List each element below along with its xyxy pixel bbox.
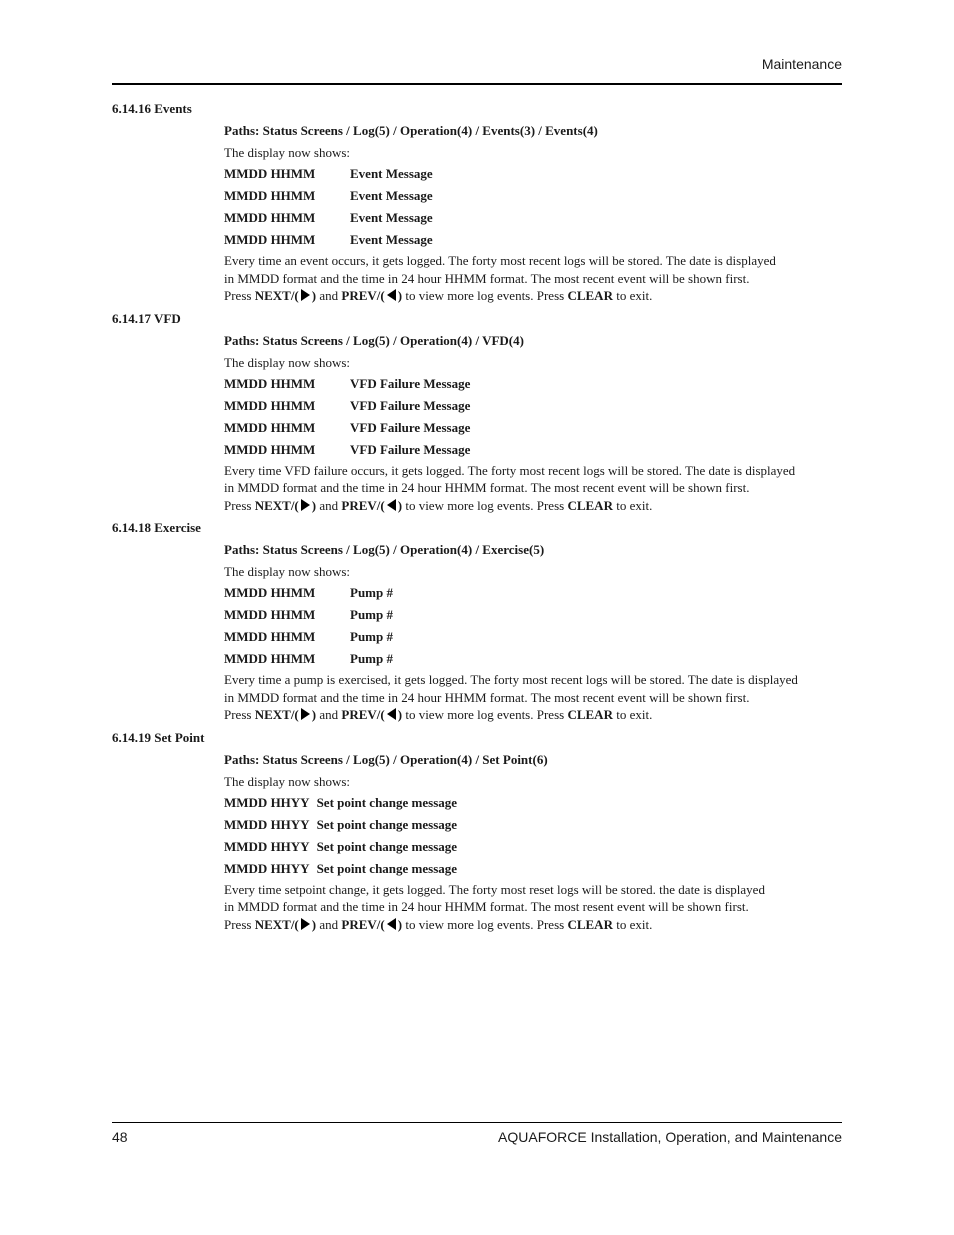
press-text: Press — [224, 916, 255, 932]
timestamp-format: MMDD HHYY — [224, 838, 310, 854]
and-text: and — [316, 288, 342, 303]
message-label: Event Message — [350, 166, 433, 181]
section-events — [112, 99, 842, 305]
left-triangle-icon — [387, 708, 396, 720]
display-row — [224, 793, 842, 813]
timestamp-format: MMDD HHMM — [224, 397, 316, 413]
message-label: Pump # — [350, 607, 393, 622]
message-label: Set point change message — [316, 816, 458, 832]
display-row — [224, 859, 842, 879]
timestamp-format: MMDD HHMM — [224, 651, 316, 666]
description-paragraph — [224, 252, 842, 305]
prev-key-close: ) — [397, 497, 403, 513]
display-row — [224, 164, 842, 184]
end-text: to exit. — [612, 497, 653, 513]
middle-text: to view more log events. Press — [402, 288, 568, 303]
message-label: Set point change message — [316, 838, 458, 854]
message-label: Pump # — [350, 585, 393, 600]
description-line: in MMDD format and the time in 24 hour HHMM format. The most recent event will be shown first. — [224, 270, 750, 286]
middle-text: to view more log events. Press — [402, 916, 568, 932]
message-label: Pump # — [350, 629, 393, 644]
display-intro: The display now shows: — [224, 564, 351, 579]
prev-key-close: ) — [397, 707, 403, 722]
section-body — [224, 121, 842, 305]
section-vfd — [112, 309, 842, 515]
section-heading: 6.14.18 Exercise — [112, 520, 201, 535]
timestamp-format: MMDD HHMM — [224, 607, 316, 622]
next-key-label: NEXT/( — [254, 707, 299, 722]
description-paragraph — [224, 881, 842, 934]
next-key-label: NEXT/( — [254, 916, 299, 932]
message-label: VFD Failure Message — [350, 441, 471, 457]
description-paragraph — [224, 462, 842, 515]
prev-key-close: ) — [397, 288, 403, 303]
prev-key-close: ) — [397, 916, 403, 932]
display-row — [224, 230, 842, 250]
next-key-close: ) — [311, 497, 317, 513]
section-body — [224, 750, 842, 934]
description-line: Every time setpoint change, it gets logged. The forty most reset logs will be stored. the date is displayed — [224, 881, 765, 897]
left-triangle-icon — [387, 499, 396, 511]
display-row — [224, 627, 842, 647]
timestamp-format: MMDD HHMM — [224, 166, 316, 181]
display-row — [224, 815, 842, 835]
message-label: Event Message — [350, 188, 433, 203]
description-line: in MMDD format and the time in 24 hour HHMM format. The most recent event will be shown first. — [224, 480, 750, 495]
press-instruction — [224, 706, 842, 724]
prev-key-label: PREV/( — [341, 497, 385, 513]
timestamp-format: MMDD HHMM — [224, 419, 316, 435]
section-body — [224, 331, 842, 515]
header-rule — [112, 83, 842, 85]
section-heading: 6.14.17 VFD — [112, 310, 181, 326]
right-triangle-icon — [301, 499, 310, 511]
section-heading: 6.14.19 Set Point — [112, 729, 205, 745]
display-row — [224, 374, 842, 394]
press-text: Press — [224, 288, 255, 303]
middle-text: to view more log events. Press — [402, 497, 568, 513]
description-line: Every time VFD failure occurs, it gets logged. The forty most recent logs will be stored. The date is displayed — [224, 462, 796, 478]
display-row — [224, 396, 842, 416]
next-key-close: ) — [311, 707, 317, 722]
press-instruction — [224, 287, 842, 305]
clear-key-label: CLEAR — [567, 497, 613, 513]
clear-key-label: CLEAR — [567, 916, 613, 932]
right-triangle-icon — [301, 708, 310, 720]
message-label: Event Message — [350, 232, 433, 247]
next-key-label: NEXT/( — [254, 497, 299, 513]
footer-title: AQUAFORCE Installation, Operation, and Maintenance — [498, 1129, 842, 1145]
timestamp-format: MMDD HHMM — [224, 629, 316, 644]
display-intro: The display now shows: — [224, 354, 351, 370]
timestamp-format: MMDD HHMM — [224, 188, 316, 203]
display-row — [224, 605, 842, 625]
next-key-close: ) — [311, 288, 317, 303]
and-text: and — [316, 916, 342, 932]
running-header: Maintenance — [761, 56, 842, 72]
prev-key-label: PREV/( — [341, 288, 385, 303]
message-label: Set point change message — [316, 860, 458, 876]
description-line: Every time a pump is exercised, it gets logged. The forty most recent logs will be stored. The date is displayed — [224, 672, 798, 687]
message-label: VFD Failure Message — [350, 419, 471, 435]
timestamp-format: MMDD HHYY — [224, 794, 310, 810]
description-line: in MMDD format and the time in 24 hour HHMM format. The most recent event will be shown first. — [224, 689, 750, 705]
press-instruction — [224, 916, 842, 934]
clear-key-label: CLEAR — [567, 707, 613, 722]
timestamp-format: MMDD HHYY — [224, 816, 310, 832]
end-text: to exit. — [612, 707, 653, 722]
section-body — [224, 540, 842, 724]
prev-key-label: PREV/( — [341, 916, 385, 932]
footer-rule — [112, 1122, 842, 1123]
section-exercise — [112, 518, 842, 724]
right-triangle-icon — [301, 918, 310, 930]
display-intro: The display now shows: — [224, 773, 351, 789]
display-intro: The display now shows: — [224, 145, 351, 160]
menu-path: Paths: Status Screens / Log(5) / Operation(4) / Events(3) / Events(4) — [224, 123, 598, 138]
display-row — [224, 837, 842, 857]
page-number: 48 — [112, 1129, 128, 1145]
timestamp-format: MMDD HHMM — [224, 375, 316, 391]
timestamp-format: MMDD HHMM — [224, 585, 316, 600]
display-row — [224, 186, 842, 206]
message-label: Set point change message — [316, 794, 458, 810]
description-paragraph — [224, 671, 842, 724]
menu-path: Paths: Status Screens / Log(5) / Operation(4) / Exercise(5) — [224, 542, 545, 557]
description-line: Every time an event occurs, it gets logged. The forty most recent logs will be stored. The date is displayed — [224, 253, 776, 268]
display-row — [224, 583, 842, 603]
and-text: and — [316, 497, 342, 513]
and-text: and — [316, 707, 342, 722]
message-label: Pump # — [350, 651, 393, 666]
menu-path: Paths: Status Screens / Log(5) / Operation(4) / VFD(4) — [224, 332, 524, 348]
press-text: Press — [224, 497, 255, 513]
end-text: to exit. — [612, 288, 653, 303]
message-label: VFD Failure Message — [350, 375, 471, 391]
prev-key-label: PREV/( — [341, 707, 385, 722]
next-key-close: ) — [311, 916, 317, 932]
display-row — [224, 418, 842, 438]
message-label: Event Message — [350, 210, 433, 225]
timestamp-format: MMDD HHYY — [224, 860, 310, 876]
press-text: Press — [224, 707, 255, 722]
left-triangle-icon — [387, 918, 396, 930]
end-text: to exit. — [612, 916, 653, 932]
timestamp-format: MMDD HHMM — [224, 232, 316, 247]
middle-text: to view more log events. Press — [402, 707, 568, 722]
press-instruction — [224, 497, 842, 515]
display-row — [224, 440, 842, 460]
menu-path: Paths: Status Screens / Log(5) / Operation(4) / Set Point(6) — [224, 751, 548, 767]
display-row — [224, 649, 842, 669]
content-area — [112, 99, 842, 937]
timestamp-format: MMDD HHMM — [224, 210, 316, 225]
right-triangle-icon — [301, 289, 310, 301]
section-heading: 6.14.16 Events — [112, 101, 192, 116]
display-row — [224, 208, 842, 228]
message-label: VFD Failure Message — [350, 397, 471, 413]
left-triangle-icon — [387, 289, 396, 301]
section-set-point — [112, 728, 842, 934]
next-key-label: NEXT/( — [254, 288, 299, 303]
clear-key-label: CLEAR — [567, 288, 613, 303]
timestamp-format: MMDD HHMM — [224, 441, 316, 457]
description-line: in MMDD format and the time in 24 hour HHMM format. The most resent event will be shown first. — [224, 899, 749, 914]
